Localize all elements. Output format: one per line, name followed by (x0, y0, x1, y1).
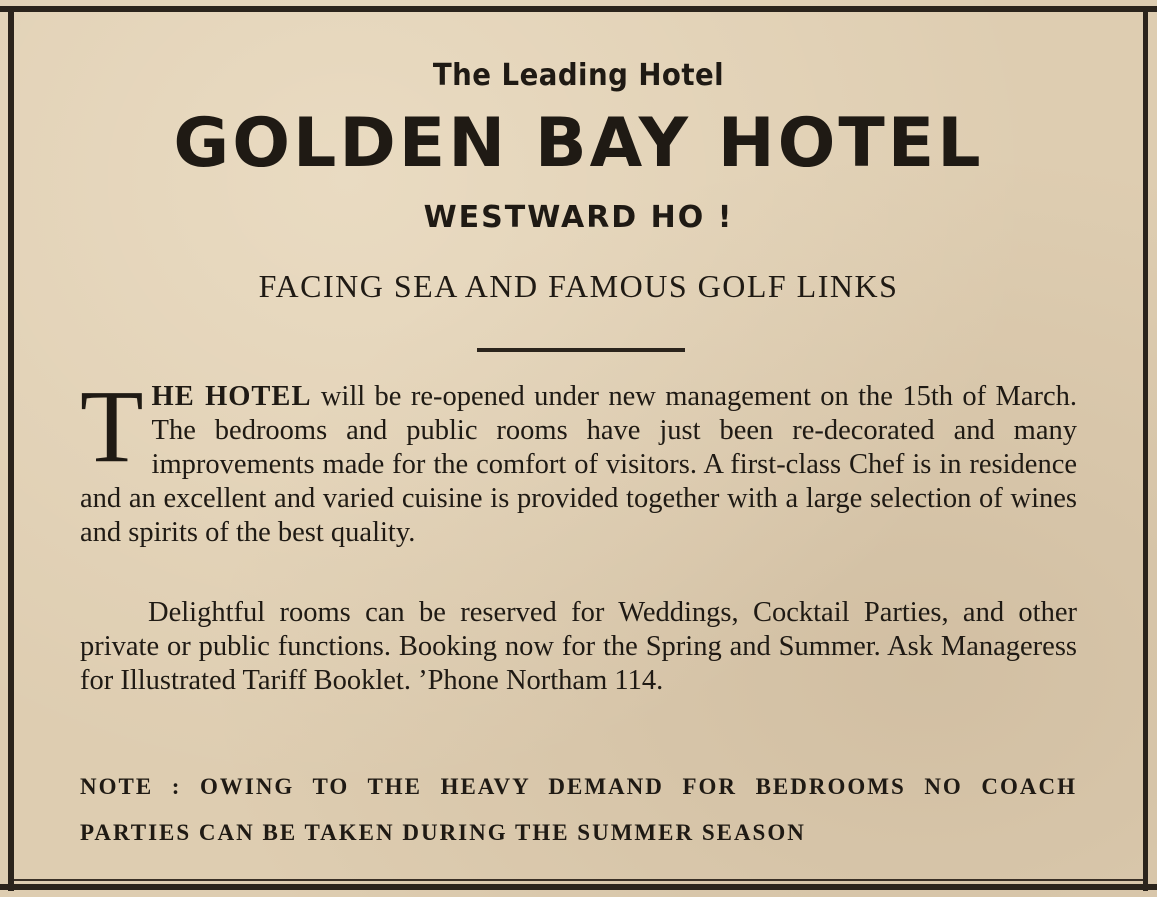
border-top (0, 6, 1157, 12)
hotel-name-title: GOLDEN BAY HOTEL (173, 104, 984, 183)
border-right (1143, 6, 1148, 891)
border-bottom (0, 884, 1157, 890)
tagline: FACING SEA AND FAMOUS GOLF LINKS (258, 268, 899, 304)
paragraph-lead-in: HE HOTEL (151, 381, 312, 412)
location-heading: WESTWARD HO ! (423, 200, 734, 235)
divider-rule (477, 348, 685, 352)
paragraph-text: will be re-opened under new management on the 15th of March. The bedrooms and public rooms have just been re-decorated and many improvements made for the comfort of visitors. A first-class Chef is in residence and an excellent and varied cuisine is provided together with a large selection of wines and spirits of the best quality. (80, 381, 1077, 548)
kicker-heading: The Leading Hotel (432, 58, 725, 93)
paragraph-hotel-reopening (80, 369, 1077, 550)
inner-border-bottom (14, 879, 1143, 881)
note-coach-parties: NOTE : OWING TO THE HEAVY DEMAND FOR BEDROOMS NO COACH PARTIES CAN BE TAKEN DURING THE SUMMER SEASON (80, 774, 1077, 845)
drop-cap: T (80, 369, 144, 484)
paragraph-functions-booking: Delightful rooms can be reserved for Weddings, Cocktail Parties, and other private or public functions. Booking now for the Spring and Summer. Ask Manageress for Illustrated Tariff Booklet. ’Phone Northam 114. (80, 597, 1077, 696)
